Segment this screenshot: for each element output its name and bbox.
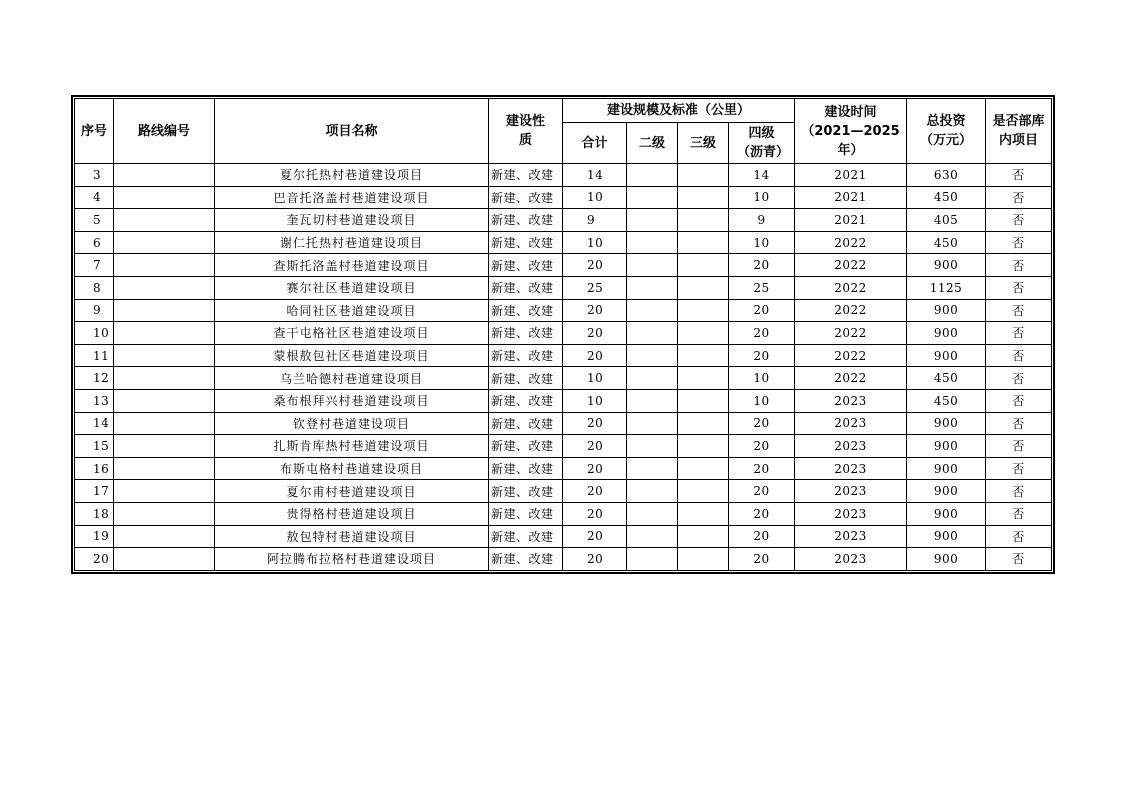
header-seq: 序号 xyxy=(75,99,114,164)
cell-grade2 xyxy=(627,502,678,525)
cell-grade3 xyxy=(678,164,729,187)
cell-nature: 新建、改建 xyxy=(489,276,563,299)
cell-in-library: 否 xyxy=(986,412,1052,435)
table-row xyxy=(75,322,1052,345)
cell-grade4: 20 xyxy=(729,435,795,458)
cell-investment: 900 xyxy=(907,480,986,503)
table-header xyxy=(75,99,1052,164)
cell-grade3 xyxy=(678,231,729,254)
cell-project-name: 钦登村巷道建设项目 xyxy=(215,412,489,435)
cell-nature: 新建、改建 xyxy=(489,299,563,322)
cell-grade3 xyxy=(678,254,729,277)
cell-project-name: 夏尔甫村巷道建设项目 xyxy=(215,480,489,503)
cell-total: 20 xyxy=(563,435,627,458)
cell-grade2 xyxy=(627,209,678,232)
cell-nature: 新建、改建 xyxy=(489,502,563,525)
cell-project-name: 乌兰哈德村巷道建设项目 xyxy=(215,367,489,390)
cell-grade4: 10 xyxy=(729,231,795,254)
cell-project-name: 哈同社区巷道建设项目 xyxy=(215,299,489,322)
cell-grade2 xyxy=(627,389,678,412)
cell-year: 2023 xyxy=(795,389,907,412)
cell-route-code xyxy=(114,209,215,232)
cell-nature: 新建、改建 xyxy=(489,457,563,480)
cell-seq: 19 xyxy=(75,525,114,548)
cell-grade4: 10 xyxy=(729,186,795,209)
cell-in-library: 否 xyxy=(986,186,1052,209)
table-row xyxy=(75,231,1052,254)
cell-year: 2021 xyxy=(795,164,907,187)
table-row xyxy=(75,480,1052,503)
cell-investment: 900 xyxy=(907,548,986,571)
cell-project-name: 阿拉腾布拉格村巷道建设项目 xyxy=(215,548,489,571)
cell-investment: 450 xyxy=(907,389,986,412)
table-row xyxy=(75,164,1052,187)
cell-in-library: 否 xyxy=(986,231,1052,254)
cell-year: 2023 xyxy=(795,457,907,480)
cell-route-code xyxy=(114,435,215,458)
cell-seq: 6 xyxy=(75,231,114,254)
cell-seq: 7 xyxy=(75,254,114,277)
cell-total: 10 xyxy=(563,231,627,254)
table-row xyxy=(75,502,1052,525)
cell-total: 20 xyxy=(563,548,627,571)
cell-project-name: 奎瓦切村巷道建设项目 xyxy=(215,209,489,232)
cell-seq: 8 xyxy=(75,276,114,299)
cell-route-code xyxy=(114,480,215,503)
cell-seq: 16 xyxy=(75,457,114,480)
cell-seq: 17 xyxy=(75,480,114,503)
cell-year: 2022 xyxy=(795,299,907,322)
cell-project-name: 谢仁托热村巷道建设项目 xyxy=(215,231,489,254)
cell-seq: 15 xyxy=(75,435,114,458)
cell-investment: 900 xyxy=(907,435,986,458)
cell-investment: 900 xyxy=(907,525,986,548)
cell-year: 2022 xyxy=(795,276,907,299)
cell-year: 2022 xyxy=(795,254,907,277)
cell-grade3 xyxy=(678,186,729,209)
cell-route-code xyxy=(114,412,215,435)
table-row xyxy=(75,209,1052,232)
cell-total: 14 xyxy=(563,164,627,187)
cell-route-code xyxy=(114,322,215,345)
cell-project-name: 敖包特村巷道建设项目 xyxy=(215,525,489,548)
cell-project-name: 桑布根拜兴村巷道建设项目 xyxy=(215,389,489,412)
cell-grade3 xyxy=(678,209,729,232)
cell-total: 20 xyxy=(563,254,627,277)
header-route-code: 路线编号 xyxy=(114,99,215,164)
cell-grade4: 10 xyxy=(729,389,795,412)
cell-grade4: 20 xyxy=(729,480,795,503)
cell-grade4: 9 xyxy=(729,209,795,232)
cell-in-library: 否 xyxy=(986,480,1052,503)
cell-route-code xyxy=(114,276,215,299)
cell-total: 20 xyxy=(563,525,627,548)
cell-grade3 xyxy=(678,548,729,571)
cell-project-name: 扎斯肯库热村巷道建设项目 xyxy=(215,435,489,458)
cell-year: 2023 xyxy=(795,435,907,458)
cell-investment: 450 xyxy=(907,186,986,209)
cell-grade3 xyxy=(678,299,729,322)
cell-route-code xyxy=(114,186,215,209)
cell-seq: 14 xyxy=(75,412,114,435)
cell-in-library: 否 xyxy=(986,457,1052,480)
cell-grade2 xyxy=(627,186,678,209)
cell-seq: 10 xyxy=(75,322,114,345)
table-row xyxy=(75,344,1052,367)
cell-grade2 xyxy=(627,344,678,367)
cell-nature: 新建、改建 xyxy=(489,389,563,412)
cell-grade3 xyxy=(678,367,729,390)
table-row xyxy=(75,186,1052,209)
cell-route-code xyxy=(114,389,215,412)
cell-grade3 xyxy=(678,435,729,458)
cell-grade4: 20 xyxy=(729,502,795,525)
table-row xyxy=(75,525,1052,548)
cell-grade4: 20 xyxy=(729,548,795,571)
cell-route-code xyxy=(114,548,215,571)
cell-grade2 xyxy=(627,367,678,390)
cell-nature: 新建、改建 xyxy=(489,254,563,277)
cell-seq: 18 xyxy=(75,502,114,525)
cell-route-code xyxy=(114,502,215,525)
cell-project-name: 蒙根敖包社区巷道建设项目 xyxy=(215,344,489,367)
cell-grade3 xyxy=(678,502,729,525)
table-body xyxy=(75,164,1052,571)
cell-grade4: 10 xyxy=(729,367,795,390)
cell-total: 20 xyxy=(563,299,627,322)
table-row xyxy=(75,254,1052,277)
cell-grade2 xyxy=(627,525,678,548)
cell-investment: 900 xyxy=(907,254,986,277)
cell-project-name: 布斯屯格村巷道建设项目 xyxy=(215,457,489,480)
cell-total: 20 xyxy=(563,480,627,503)
cell-grade2 xyxy=(627,164,678,187)
cell-total: 25 xyxy=(563,276,627,299)
header-period: 建设时间（2021—2025 年） xyxy=(795,99,907,164)
cell-nature: 新建、改建 xyxy=(489,525,563,548)
cell-total: 20 xyxy=(563,322,627,345)
project-table-frame xyxy=(71,95,1055,574)
cell-year: 2023 xyxy=(795,548,907,571)
cell-year: 2022 xyxy=(795,231,907,254)
cell-seq: 11 xyxy=(75,344,114,367)
cell-investment: 900 xyxy=(907,344,986,367)
cell-grade2 xyxy=(627,299,678,322)
cell-year: 2023 xyxy=(795,412,907,435)
cell-investment: 900 xyxy=(907,299,986,322)
cell-total: 10 xyxy=(563,367,627,390)
cell-grade2 xyxy=(627,231,678,254)
cell-seq: 4 xyxy=(75,186,114,209)
cell-grade4: 14 xyxy=(729,164,795,187)
cell-grade2 xyxy=(627,480,678,503)
cell-nature: 新建、改建 xyxy=(489,367,563,390)
cell-seq: 13 xyxy=(75,389,114,412)
cell-grade4: 25 xyxy=(729,276,795,299)
cell-total: 20 xyxy=(563,412,627,435)
cell-seq: 12 xyxy=(75,367,114,390)
table-row xyxy=(75,548,1052,571)
cell-in-library: 否 xyxy=(986,276,1052,299)
cell-total: 20 xyxy=(563,502,627,525)
cell-seq: 3 xyxy=(75,164,114,187)
cell-route-code xyxy=(114,231,215,254)
cell-investment: 405 xyxy=(907,209,986,232)
cell-year: 2022 xyxy=(795,322,907,345)
cell-in-library: 否 xyxy=(986,322,1052,345)
cell-grade4: 20 xyxy=(729,412,795,435)
cell-nature: 新建、改建 xyxy=(489,209,563,232)
cell-year: 2023 xyxy=(795,502,907,525)
cell-total: 20 xyxy=(563,457,627,480)
cell-route-code xyxy=(114,299,215,322)
table-row xyxy=(75,276,1052,299)
cell-grade4: 20 xyxy=(729,344,795,367)
cell-nature: 新建、改建 xyxy=(489,412,563,435)
cell-project-name: 贵得格村巷道建设项目 xyxy=(215,502,489,525)
cell-nature: 新建、改建 xyxy=(489,186,563,209)
table-row xyxy=(75,435,1052,458)
cell-investment: 900 xyxy=(907,322,986,345)
cell-grade4: 20 xyxy=(729,457,795,480)
header-nature: 建设性质 xyxy=(489,99,563,164)
cell-nature: 新建、改建 xyxy=(489,344,563,367)
cell-year: 2022 xyxy=(795,367,907,390)
cell-grade3 xyxy=(678,480,729,503)
cell-grade3 xyxy=(678,322,729,345)
cell-in-library: 否 xyxy=(986,548,1052,571)
cell-route-code xyxy=(114,367,215,390)
cell-in-library: 否 xyxy=(986,435,1052,458)
cell-nature: 新建、改建 xyxy=(489,164,563,187)
header-grade2: 二级 xyxy=(627,123,678,164)
project-table xyxy=(74,98,1052,571)
cell-year: 2023 xyxy=(795,525,907,548)
cell-investment: 630 xyxy=(907,164,986,187)
cell-nature: 新建、改建 xyxy=(489,435,563,458)
cell-route-code xyxy=(114,164,215,187)
cell-in-library: 否 xyxy=(986,389,1052,412)
cell-investment: 900 xyxy=(907,412,986,435)
cell-project-name: 赛尔社区巷道建设项目 xyxy=(215,276,489,299)
header-grade4: 四级（沥青） xyxy=(729,123,795,164)
cell-grade4: 20 xyxy=(729,254,795,277)
cell-route-code xyxy=(114,254,215,277)
cell-in-library: 否 xyxy=(986,254,1052,277)
cell-grade2 xyxy=(627,322,678,345)
cell-grade3 xyxy=(678,457,729,480)
cell-nature: 新建、改建 xyxy=(489,322,563,345)
cell-in-library: 否 xyxy=(986,502,1052,525)
cell-year: 2021 xyxy=(795,209,907,232)
cell-grade3 xyxy=(678,344,729,367)
cell-investment: 1125 xyxy=(907,276,986,299)
cell-in-library: 否 xyxy=(986,164,1052,187)
cell-total: 10 xyxy=(563,389,627,412)
cell-year: 2022 xyxy=(795,344,907,367)
cell-grade4: 20 xyxy=(729,299,795,322)
cell-grade4: 20 xyxy=(729,525,795,548)
header-project-name: 项目名称 xyxy=(215,99,489,164)
cell-seq: 20 xyxy=(75,548,114,571)
cell-project-name: 夏尔托热村巷道建设项目 xyxy=(215,164,489,187)
header-in-library: 是否部库内项目 xyxy=(986,99,1052,164)
table-row xyxy=(75,367,1052,390)
cell-project-name: 巴音托洛盖村巷道建设项目 xyxy=(215,186,489,209)
cell-total: 20 xyxy=(563,344,627,367)
cell-grade4: 20 xyxy=(729,322,795,345)
cell-route-code xyxy=(114,344,215,367)
table-row xyxy=(75,299,1052,322)
header-scale-group: 建设规模及标准（公里） xyxy=(563,99,795,123)
cell-nature: 新建、改建 xyxy=(489,548,563,571)
cell-investment: 900 xyxy=(907,502,986,525)
table-row xyxy=(75,389,1052,412)
cell-grade2 xyxy=(627,254,678,277)
cell-investment: 450 xyxy=(907,367,986,390)
cell-year: 2021 xyxy=(795,186,907,209)
cell-in-library: 否 xyxy=(986,299,1052,322)
table-row xyxy=(75,457,1052,480)
cell-grade2 xyxy=(627,435,678,458)
cell-grade2 xyxy=(627,457,678,480)
cell-grade3 xyxy=(678,276,729,299)
header-investment: 总投资（万元） xyxy=(907,99,986,164)
cell-grade2 xyxy=(627,548,678,571)
cell-grade3 xyxy=(678,389,729,412)
table-row xyxy=(75,412,1052,435)
header-grade3: 三级 xyxy=(678,123,729,164)
cell-in-library: 否 xyxy=(986,525,1052,548)
cell-route-code xyxy=(114,525,215,548)
cell-seq: 9 xyxy=(75,299,114,322)
cell-grade3 xyxy=(678,412,729,435)
cell-in-library: 否 xyxy=(986,209,1052,232)
cell-grade3 xyxy=(678,525,729,548)
cell-total: 9 xyxy=(563,209,627,232)
header-total: 合计 xyxy=(563,123,627,164)
cell-investment: 900 xyxy=(907,457,986,480)
cell-in-library: 否 xyxy=(986,344,1052,367)
cell-investment: 450 xyxy=(907,231,986,254)
cell-seq: 5 xyxy=(75,209,114,232)
cell-grade2 xyxy=(627,276,678,299)
cell-in-library: 否 xyxy=(986,367,1052,390)
cell-route-code xyxy=(114,457,215,480)
cell-project-name: 查斯托洛盖村巷道建设项目 xyxy=(215,254,489,277)
cell-total: 10 xyxy=(563,186,627,209)
cell-project-name: 查干屯格社区巷道建设项目 xyxy=(215,322,489,345)
cell-nature: 新建、改建 xyxy=(489,480,563,503)
cell-nature: 新建、改建 xyxy=(489,231,563,254)
cell-grade2 xyxy=(627,412,678,435)
cell-year: 2023 xyxy=(795,480,907,503)
